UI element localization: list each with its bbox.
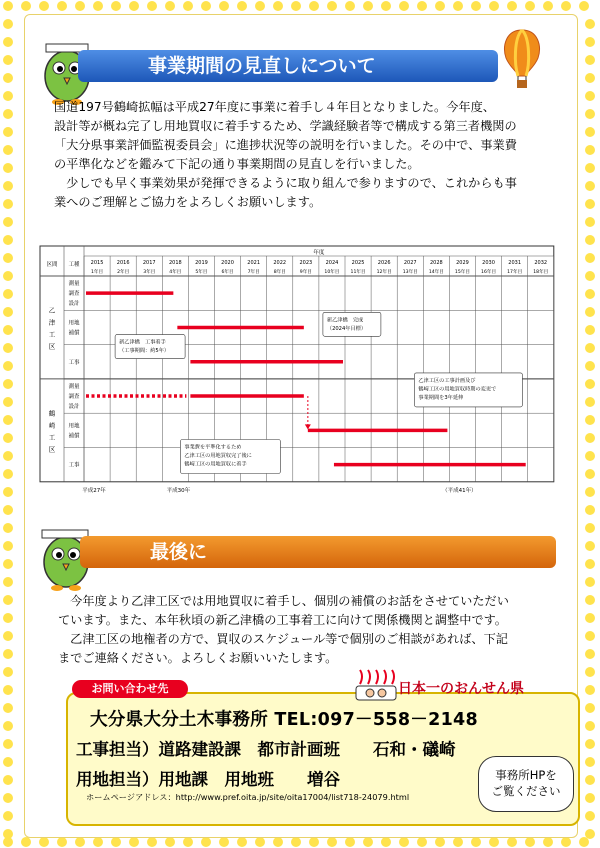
section-label: 乙: [48, 306, 56, 315]
year-tick-label: 2018: [168, 260, 182, 266]
onsen-prefecture-logo-text: 日本一のおんせん県: [398, 681, 524, 697]
border-dot: [525, 1, 535, 11]
work-label: 補償: [68, 330, 80, 337]
header-year: 年度: [313, 250, 325, 256]
work-label: 設計: [68, 301, 80, 308]
border-dot: [585, 523, 595, 533]
border-dot: [3, 487, 13, 497]
border-dot: [543, 837, 553, 847]
border-dot: [3, 73, 13, 83]
border-dot: [489, 837, 499, 847]
section-label: 工: [48, 433, 56, 442]
border-dot: [585, 739, 595, 749]
border-dot: [363, 837, 373, 847]
border-dot: [585, 595, 595, 605]
border-dot: [93, 837, 103, 847]
fiscal-year-label: 16年目: [481, 270, 497, 275]
year-tick-label: 2025: [351, 260, 365, 266]
border-dot: [3, 451, 13, 461]
border-dot: [3, 109, 13, 119]
callout-box: [323, 312, 381, 336]
office-phone-line: 大分県大分土木事務所 TEL:097－558－2148: [90, 710, 478, 730]
border-dot: [93, 1, 103, 11]
border-dot: [309, 1, 319, 11]
homepage-address-link[interactable]: ホームページアドレス：http://www.pref.oita.jp/site/oita17004/list718-24079.html: [86, 792, 410, 802]
border-dot: [147, 1, 157, 11]
border-dot: [111, 837, 121, 847]
border-dot: [39, 837, 49, 847]
border-dot: [561, 1, 571, 11]
border-dot: [585, 235, 595, 245]
work-label: 用地: [68, 423, 80, 430]
section2-paragraph: 今年度より乙津工区では用地買収に着手し、個別の補償のお話をさせていただい ています。また、本年秋頃の新乙津橋の工事着工に向けて関係機関と調整中です。 乙津工区の地権者の方で、買収のスケジュール等で個別のご相談があれば、下記 までご連絡ください。よろしくお願いいたします。: [58, 594, 509, 665]
border-dot: [3, 793, 13, 803]
border-dot: [471, 837, 481, 847]
border-dot: [561, 837, 571, 847]
border-dot: [585, 487, 595, 497]
border-dot: [3, 685, 13, 695]
border-dot: [399, 837, 409, 847]
work-label: 測量: [68, 281, 80, 288]
border-dot: [3, 343, 13, 353]
fiscal-year-label: 13年目: [402, 270, 418, 275]
border-dot: [585, 667, 595, 677]
year-tick-label: 2030: [482, 260, 495, 266]
callout-text: 乙津工区の用地買収完了後に: [184, 453, 252, 459]
border-dot: [381, 1, 391, 11]
border-dot: [3, 397, 13, 407]
border-dot: [585, 181, 595, 191]
border-dot: [585, 685, 595, 695]
border-dot: [585, 577, 595, 587]
border-dot: [585, 397, 595, 407]
border-dot: [585, 145, 595, 155]
schedule-chart: [40, 246, 555, 494]
border-dot: [21, 837, 31, 847]
border-dot: [579, 1, 589, 11]
border-dot: [219, 837, 229, 847]
border-dot: [585, 163, 595, 173]
callout-text: 事業期間を3年延伸: [418, 394, 464, 401]
border-dot: [3, 703, 13, 713]
border-dot: [585, 19, 595, 29]
border-dot: [585, 379, 595, 389]
border-dot: [585, 505, 595, 515]
border-dot: [327, 837, 337, 847]
border-dot: [3, 433, 13, 443]
fiscal-year-label: 2年目: [117, 270, 130, 275]
year-tick-label: 2031: [508, 260, 522, 266]
fiscal-year-label: 7年目: [247, 270, 260, 275]
work-label: 工事: [68, 359, 80, 366]
work-label: 設計: [68, 404, 80, 411]
border-dot: [585, 433, 595, 443]
border-dot: [255, 837, 265, 847]
border-dot: [237, 1, 247, 11]
callout-text: 事業費を平準化するため: [184, 444, 242, 451]
border-dot: [165, 1, 175, 11]
fiscal-year-label: 15年目: [454, 270, 470, 275]
border-dot: [585, 559, 595, 569]
work-label: 用地: [68, 320, 80, 327]
border-dot: [585, 415, 595, 425]
border-dot: [3, 505, 13, 515]
border-dot: [3, 649, 13, 659]
work-label: 補償: [68, 433, 80, 440]
border-dot: [585, 793, 595, 803]
border-dot: [435, 1, 445, 11]
border-dot: [201, 1, 211, 11]
border-dot: [327, 1, 337, 11]
border-dot: [585, 469, 595, 479]
year-tick-label: 2016: [116, 260, 130, 266]
border-dot: [3, 253, 13, 263]
border-dot: [507, 1, 517, 11]
border-dot: [399, 1, 409, 11]
border-dot: [471, 1, 481, 11]
border-dot: [129, 837, 139, 847]
border-dot: [363, 1, 373, 11]
year-tick-label: 2023: [299, 260, 313, 266]
border-dot: [3, 217, 13, 227]
border-dot: [585, 361, 595, 371]
fiscal-year-label: 8年目: [273, 270, 286, 275]
border-dot: [417, 837, 427, 847]
border-dot: [585, 199, 595, 209]
border-dot: [147, 837, 157, 847]
border-dot: [201, 837, 211, 847]
callout-text: （工事期間：約5年）: [119, 348, 170, 355]
border-dot: [3, 541, 13, 551]
section-label: 工: [48, 330, 56, 339]
border-dot: [3, 199, 13, 209]
border-dot: [183, 837, 193, 847]
border-dot: [273, 1, 283, 11]
border-dot: [3, 37, 13, 47]
homepage-callout-bubble: 事務所HPを ご覧ください: [478, 756, 574, 812]
border-dot: [3, 559, 13, 569]
border-dot: [3, 145, 13, 155]
border-dot: [585, 613, 595, 623]
border-dot: [3, 127, 13, 137]
border-dot: [585, 721, 595, 731]
border-dot: [3, 811, 13, 821]
border-dot: [3, 595, 13, 605]
border-dot: [309, 837, 319, 847]
border-dot: [3, 631, 13, 641]
border-dot: [3, 829, 13, 839]
fiscal-year-label: 3年目: [143, 270, 156, 275]
border-dot: [585, 37, 595, 47]
section-label: 崎: [48, 421, 56, 430]
callout-text: 鶴崎工区の用地買収に着手: [184, 461, 247, 468]
fiscal-year-label: 17年目: [507, 270, 523, 275]
fiscal-year-label: 10年目: [324, 270, 340, 275]
year-tick-label: 2032: [534, 260, 548, 266]
border-dot: [237, 837, 247, 847]
border-dot: [21, 1, 31, 11]
border-dot: [585, 649, 595, 659]
border-dot: [585, 703, 595, 713]
border-dot: [585, 307, 595, 317]
border-dot: [585, 541, 595, 551]
border-dot: [75, 1, 85, 11]
border-dot: [3, 613, 13, 623]
border-dot: [585, 829, 595, 839]
header-section: 区間: [46, 262, 58, 268]
border-dot: [345, 1, 355, 11]
fiscal-year-label: 5年目: [195, 270, 208, 275]
fiscal-year-label: 18年目: [533, 270, 549, 275]
hot-air-balloon-icon: [500, 28, 544, 94]
border-dot: [3, 739, 13, 749]
border-dot: [291, 837, 301, 847]
border-dot: [585, 631, 595, 641]
year-tick-label: 2021: [247, 260, 261, 266]
year-tick-label: 2024: [325, 260, 339, 266]
border-dot: [3, 361, 13, 371]
land-contact-line: 用地担当）用地課 用地班 増谷: [76, 770, 340, 789]
section2-title: 最後に: [80, 536, 556, 568]
border-dot: [75, 837, 85, 847]
border-dot: [3, 469, 13, 479]
border-dot: [585, 109, 595, 119]
work-label: 調査: [68, 394, 80, 401]
section-label: 区: [48, 445, 56, 454]
work-label: 工事: [68, 462, 80, 469]
border-dot: [165, 837, 175, 847]
year-tick-label: 2029: [456, 260, 469, 266]
callout-box: [115, 335, 185, 359]
border-dot: [3, 289, 13, 299]
border-dot: [585, 127, 595, 137]
border-dot: [417, 1, 427, 11]
callout-text: 新乙津橋 完成: [326, 317, 364, 324]
border-dot: [585, 775, 595, 785]
footer-year-label: 平成27年: [82, 487, 106, 494]
border-dot: [111, 1, 121, 11]
border-dot: [3, 163, 13, 173]
border-dot: [579, 837, 589, 847]
table-border: [40, 246, 554, 482]
border-dot: [3, 307, 13, 317]
border-dot: [3, 577, 13, 587]
border-dot: [3, 757, 13, 767]
section1-title: 事業期間の見直しについて: [78, 50, 498, 82]
border-dot: [585, 91, 595, 101]
border-dot: [57, 1, 67, 11]
fiscal-year-label: 6年目: [221, 270, 234, 275]
header-work: 工種: [68, 262, 80, 268]
border-dot: [507, 837, 517, 847]
border-dot: [3, 271, 13, 281]
border-dot: [3, 415, 13, 425]
border-dot: [3, 325, 13, 335]
work-label: 測量: [68, 384, 80, 391]
border-dot: [585, 73, 595, 83]
border-dot: [3, 721, 13, 731]
border-dot: [3, 775, 13, 785]
border-dot: [291, 1, 301, 11]
year-tick-label: 2017: [142, 260, 156, 266]
fiscal-year-label: 9年目: [299, 270, 312, 275]
border-dot: [3, 523, 13, 533]
border-dot: [585, 271, 595, 281]
border-dot: [585, 343, 595, 353]
border-dot: [435, 837, 445, 847]
border-dot: [453, 837, 463, 847]
year-tick-label: 2026: [377, 260, 391, 266]
border-dot: [255, 1, 265, 11]
border-dot: [525, 837, 535, 847]
fiscal-year-label: 14年目: [428, 270, 444, 275]
section1-paragraph: 国道197号鶴崎拡幅は平成27年度に事業に着手し４年目となりました。今年度、 設計等が概ね完了し用地買収に着手するため、学識経験者等で構成する第三者機関の 「大分県事業評価監視委員会」に進捗状況等の説明を行いました。その中で、事業費 の平準化などを鑑みて下記の通り事業期間の見直しを行いました。 少しでも早く事業効果が発揮できるように取り組んで参りますので、これからも事 業へのご理解とご協力をよろしくお願いします。: [54, 100, 517, 209]
construction-contact-line: 工事担当）道路建設課 都市計画班 石和・礒崎: [76, 740, 456, 759]
fiscal-year-label: 12年目: [376, 270, 392, 275]
border-dot: [3, 91, 13, 101]
border-dot: [3, 19, 13, 29]
border-dot: [3, 379, 13, 389]
year-tick-label: 2020: [221, 260, 234, 266]
footer-year-label: 平成30年: [166, 487, 191, 494]
year-tick-label: 2019: [195, 260, 208, 266]
contact-tag: お問い合わせ先: [72, 680, 188, 698]
work-label: 調査: [68, 291, 80, 298]
border-dot: [345, 837, 355, 847]
section-label: 鶴: [48, 409, 56, 418]
callout-text: 鶴崎工区の用地買収時期の変更で: [418, 386, 497, 393]
fiscal-year-label: 11年目: [350, 270, 366, 275]
fiscal-year-label: 4年目: [169, 270, 182, 275]
border-dot: [3, 667, 13, 677]
border-dot: [3, 837, 13, 847]
border-dot: [585, 325, 595, 335]
border-dot: [489, 1, 499, 11]
border-dot: [543, 1, 553, 11]
callout-text: 新乙津橋 工事着手: [119, 339, 166, 346]
border-dot: [585, 55, 595, 65]
border-dot: [219, 1, 229, 11]
border-dot: [585, 217, 595, 227]
year-tick-label: 2015: [90, 260, 104, 266]
border-dot: [57, 837, 67, 847]
year-tick-label: 2027: [403, 260, 417, 266]
border-dot: [39, 1, 49, 11]
border-dot: [273, 837, 283, 847]
border-dot: [585, 811, 595, 821]
border-dot: [585, 451, 595, 461]
border-dot: [585, 289, 595, 299]
border-dot: [3, 181, 13, 191]
section-label: 津: [48, 318, 56, 327]
callout-text: 乙津工区の工事計画及び: [418, 377, 476, 384]
border-dot: [183, 1, 193, 11]
border-dot: [3, 55, 13, 65]
border-dot: [453, 1, 463, 11]
border-dot: [3, 235, 13, 245]
year-tick-label: 2022: [273, 260, 287, 266]
border-dot: [381, 837, 391, 847]
year-tick-label: 2028: [429, 260, 443, 266]
onsen-logo-icon: [354, 668, 400, 702]
callout-text: （2024年目標）: [326, 325, 367, 332]
border-dot: [585, 757, 595, 767]
border-dot: [3, 1, 13, 11]
fiscal-year-label: 1年目: [90, 270, 104, 275]
footer-year-label: （平成41年）: [442, 487, 477, 494]
border-dot: [585, 253, 595, 263]
section-label: 区: [48, 342, 56, 351]
border-dot: [129, 1, 139, 11]
